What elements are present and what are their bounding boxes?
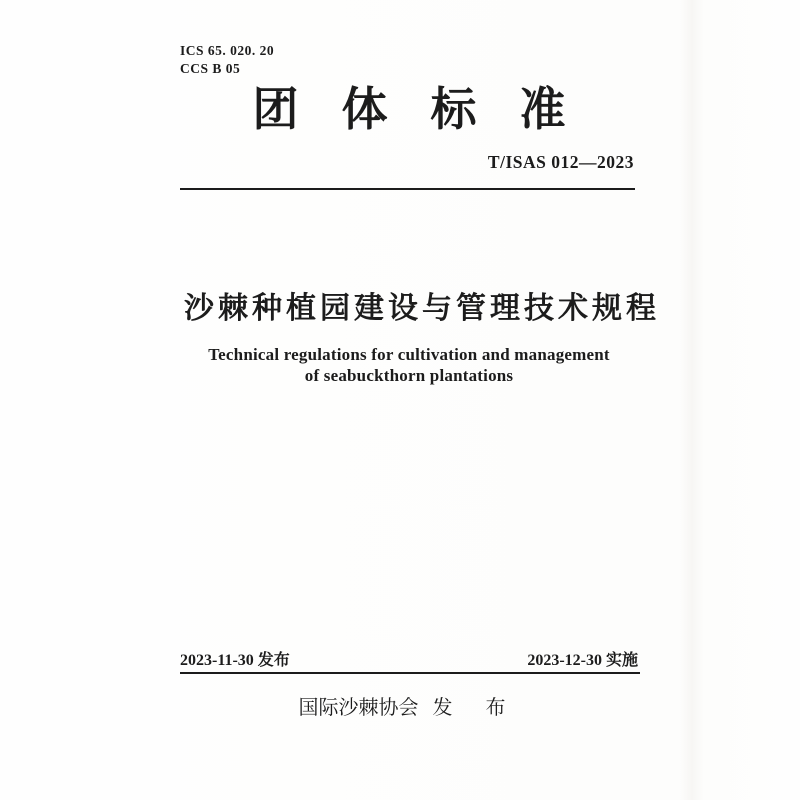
english-title-line2: of seabuckthorn plantations (304, 366, 514, 385)
dates-row (180, 650, 638, 672)
issue-date: 2023-11-30 发布 (180, 652, 290, 669)
ccs-code: CCS B 05 (180, 61, 241, 76)
main-title-english (180, 344, 638, 386)
document-type-heading: 团体标准 (252, 83, 609, 135)
header-divider-rule (180, 188, 635, 190)
publisher-name: 国际沙棘协会 (298, 697, 419, 719)
implementation-date: 2023-12-30 实施 (527, 652, 638, 669)
main-title-chinese: 沙棘种植园建设与管理技术规程 (184, 292, 660, 325)
footer-divider-rule (180, 672, 640, 674)
publisher-line (180, 691, 638, 720)
cover-content-area (180, 0, 660, 800)
publisher-action: 发 布 (432, 697, 520, 719)
standard-number: T/ISAS 012—2023 (487, 152, 634, 172)
classification-codes (180, 42, 274, 78)
ics-code: ICS 65. 020. 20 (180, 43, 275, 58)
english-title-line1: Technical regulations for cultivation and management (208, 345, 610, 364)
